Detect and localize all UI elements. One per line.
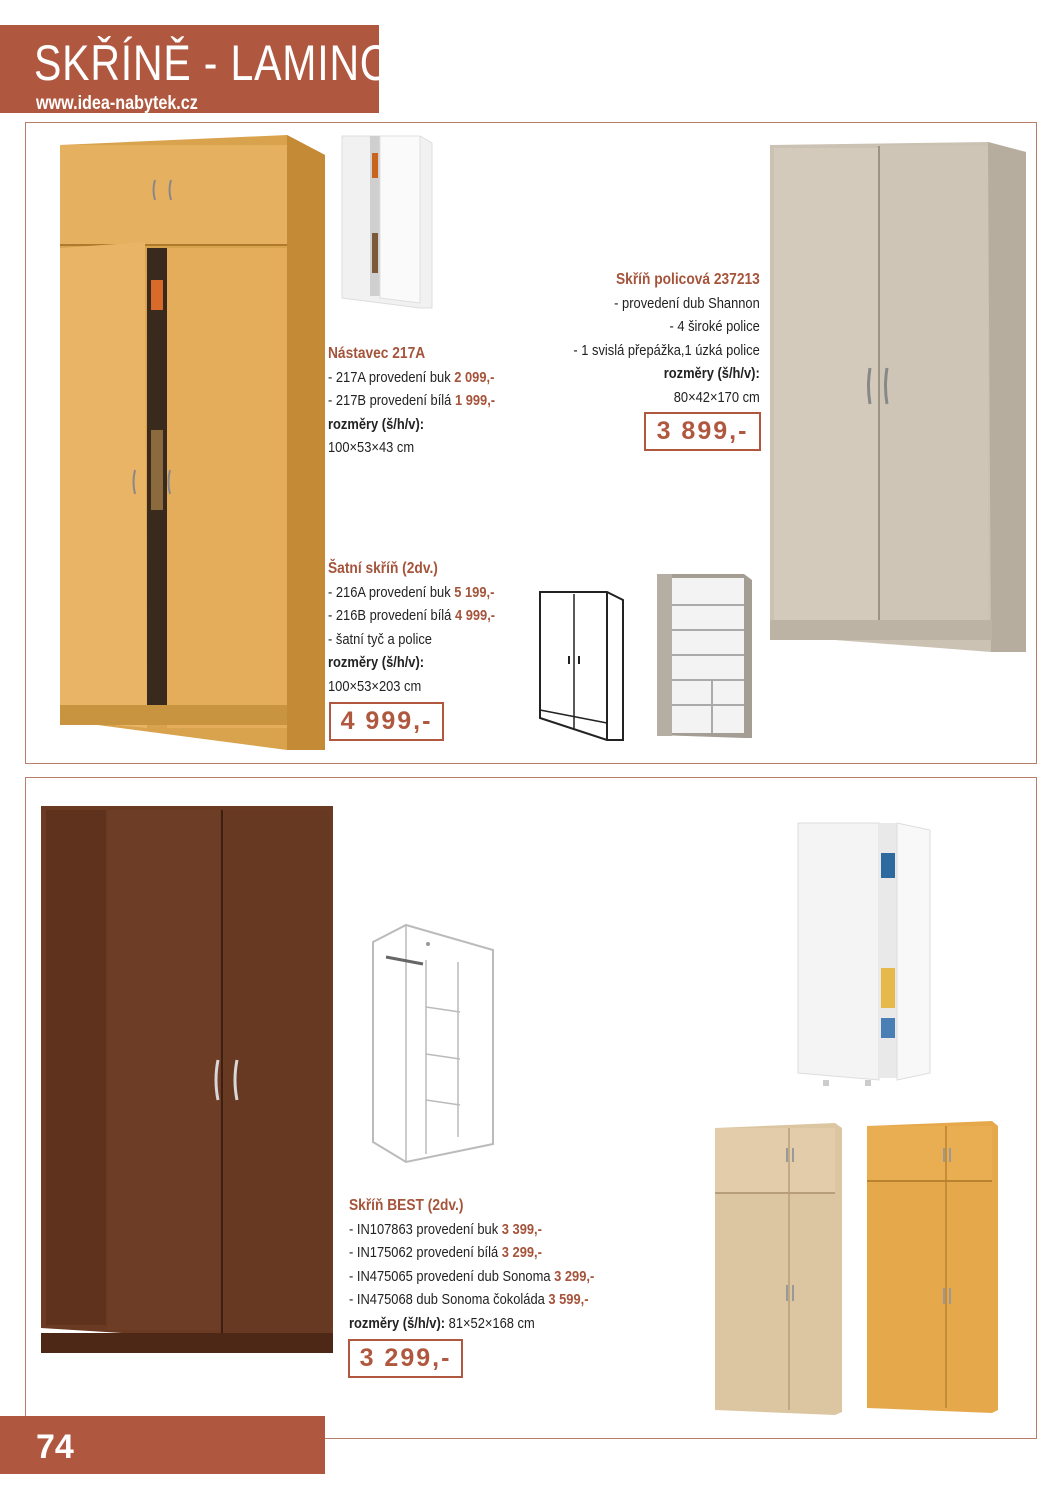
feature-line: - provedení dub Shannon [614,294,760,312]
price-box: 4 999,- [329,702,444,741]
wardrobe-shannon-oak-image [766,140,1028,658]
page-title: SKŘÍNĚ - LAMINO [34,35,393,91]
feature-line: - 4 široké police [669,318,760,335]
product-title: Skříň policová 237213 [616,271,760,288]
dimensions-label: rozměry (š/h/v): [663,365,760,382]
price-box: 3 299,- [348,1339,463,1378]
wardrobe-beech-with-extension-image [55,130,330,755]
dimensions-value: 100×53×43 cm [328,439,415,456]
variant-line: - 217A provedení buk 2 099,- [328,368,495,386]
dimensions-value: 80×42×170 cm [673,388,760,406]
product-title: Šatní skříň (2dv.) [328,560,438,577]
wardrobe-beech-extension-image [862,1118,1000,1418]
variant-line: - IN175062 provedení bílá 3 299,- [349,1244,542,1261]
wardrobe-line-drawing-image [537,588,627,743]
variant-line: - 217B provedení bílá 1 999,- [328,392,496,409]
wardrobe-best-line-drawing-image [368,922,498,1167]
wardrobe-white-open-image [795,818,935,1088]
website-url[interactable]: www.idea-nabytek.cz [36,93,198,114]
variant-line: - 216B provedení bílá 4 999,- [328,607,496,624]
variant-line: - 216A provedení buk 5 199,- [328,583,495,601]
product-nastavec-info [328,342,495,460]
price-box: 3 899,- [644,412,761,451]
variant-line: - IN107863 provedení buk 3 399,- [349,1220,542,1238]
dimensions-value: 100×53×203 cm [328,677,422,695]
feature-line: - šatní tyč a police [328,630,432,648]
wardrobe-open-shelves-image [652,570,757,742]
dimensions-label: rozměry (š/h/v): [328,654,425,671]
product-best-info [349,1194,594,1335]
wardrobe-sonoma-oak-extension-image [710,1120,845,1420]
dimensions-line: rozměry (š/h/v): 81×52×168 cm [349,1314,535,1332]
product-policova-info [574,268,760,409]
variant-line: - IN475065 provedení dub Sonoma 3 299,- [349,1267,595,1285]
page-number: 74 [36,1428,74,1466]
product-title: Nástavec 217A [328,345,426,362]
product-title: Skříň BEST (2dv.) [349,1197,464,1214]
variant-line: - IN475068 dub Sonoma čokoláda 3 599,- [349,1291,589,1308]
product-satni-info [328,557,495,698]
wardrobe-sonoma-chocolate-image [38,798,338,1370]
wardrobe-white-thumbnail-image [340,133,435,311]
dimensions-label: rozměry (š/h/v): [328,415,425,433]
feature-line: - 1 svislá přepážka,1 úzká police [573,341,760,359]
